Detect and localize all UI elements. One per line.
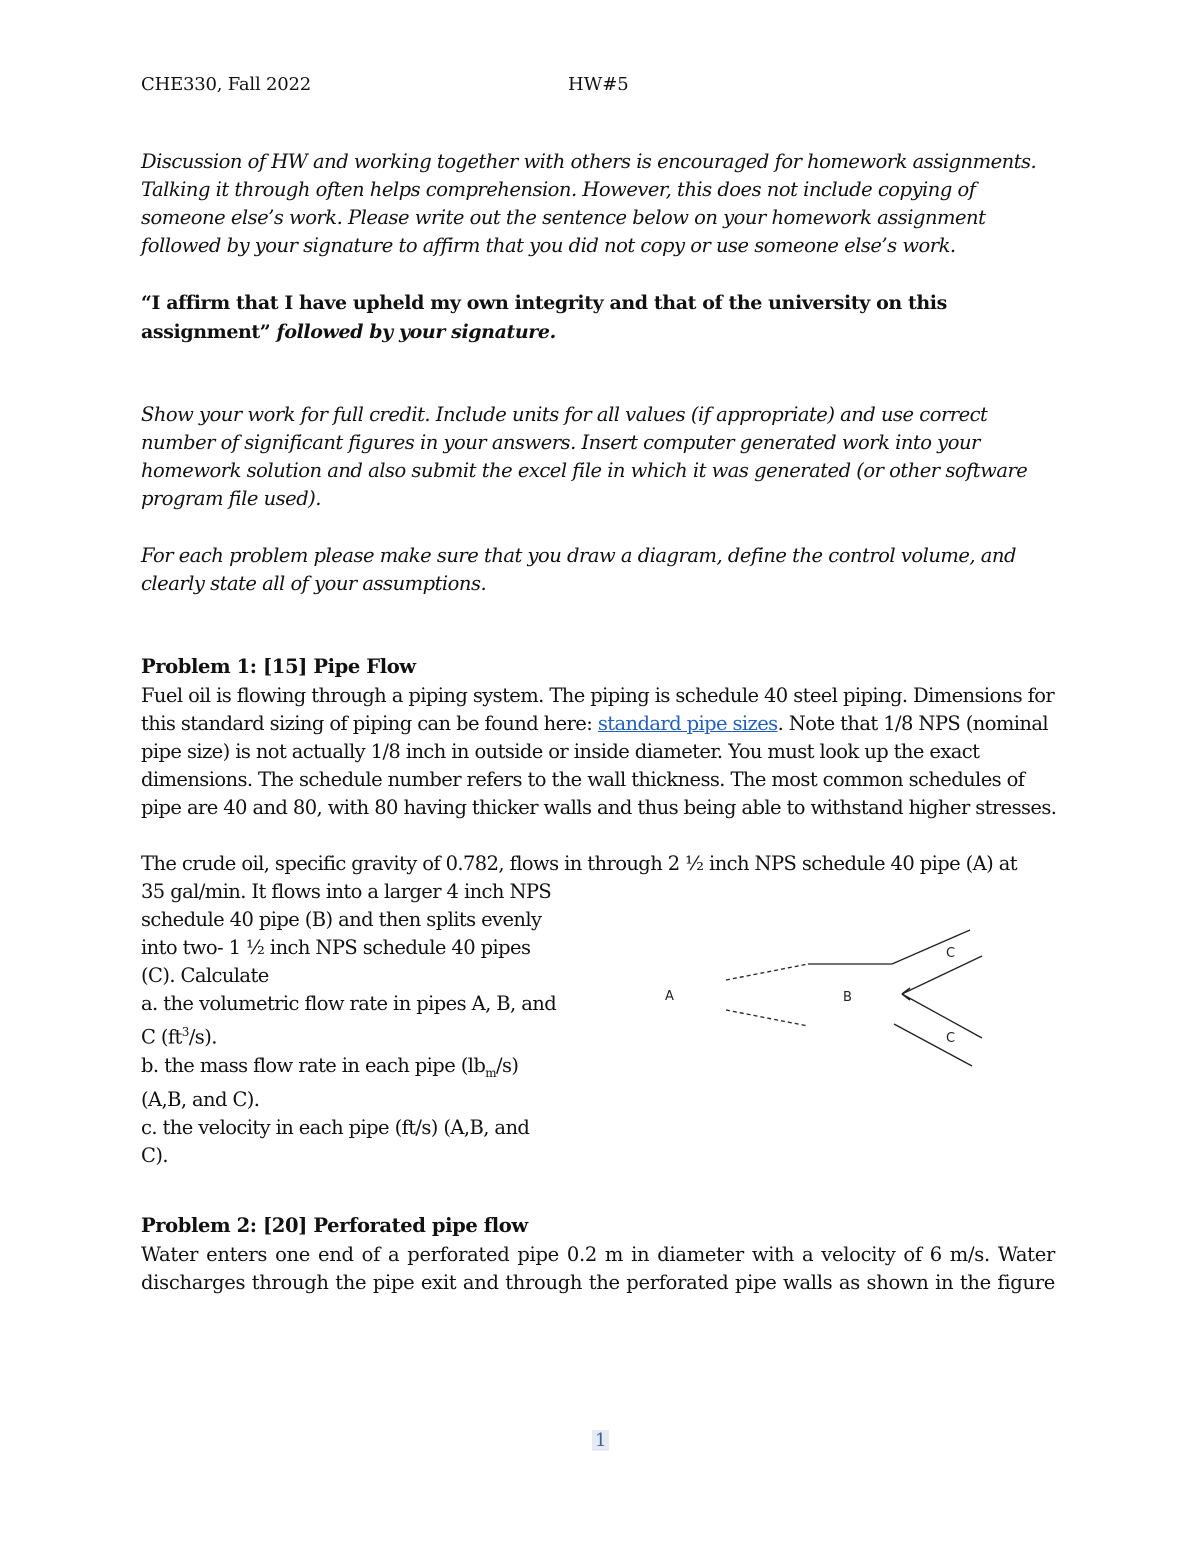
affirmation-signature-note: followed by your signature. <box>270 321 556 343</box>
question-line: schedule 40 pipe (B) and then splits evenly <box>141 908 542 931</box>
homework-number: HW#5 <box>568 74 629 95</box>
crude-oil-line: The crude oil, specific gravity of 0.782, flows in through 2 ½ inch NPS schedule 40 pipe (A) at <box>141 852 1018 875</box>
units-subscript: m <box>485 1065 497 1080</box>
units-text: C (ft <box>141 1025 182 1049</box>
question-b-line <box>141 1052 581 1087</box>
problem2-title: Problem 2: [20] Perforated pipe flow <box>141 1214 528 1237</box>
pipe-c2-outer-edge <box>894 1024 972 1066</box>
question-line: 35 gal/min. It flows into a larger 4 inch NPS <box>141 880 552 903</box>
problem1-questions <box>141 878 581 1170</box>
label-a: A <box>665 989 674 1004</box>
label-b: B <box>843 990 852 1005</box>
units-text: /s). <box>188 1025 217 1049</box>
pipe-a-bottom-edge <box>726 1010 808 1026</box>
problem1-title: Problem 1: [15] Pipe Flow <box>141 655 416 678</box>
pipe-a-top-edge <box>726 964 808 980</box>
standard-pipe-sizes-link[interactable]: standard pipe sizes <box>597 712 778 735</box>
label-c-upper: C <box>946 946 956 961</box>
pipe-c1-outer-edge <box>892 930 970 964</box>
question-a-units <box>141 1018 581 1052</box>
discussion-paragraph: Discussion of HW and working together with others is encouraged for homework assignments. Talking it through often helps comprehension. However, this does not include copying of someone else’s work. Please write out the sentence below on your homework assignment followed by your signature to affirm that you did not copy or use someone else’s work. <box>141 150 1037 257</box>
label-c-lower: C <box>946 1031 956 1046</box>
question-b-text: /s) <box>496 1053 519 1077</box>
pipe-c2-inner-edge <box>902 994 982 1038</box>
question-a-line: a. the volumetric flow rate in pipes A, B, and <box>141 992 557 1015</box>
question-b-line2: (A,B, and C). <box>141 1088 260 1112</box>
question-line: (C). Calculate <box>141 964 269 987</box>
units-superscript: 3 <box>181 1025 189 1039</box>
problem2-line1: Water enters one end of a perforated pipe 0.2 m in diameter with a velocity of 6 m/s. Water <box>141 1243 1055 1266</box>
problem2-line2: discharges through the pipe exit and through the perforated pipe walls as shown in the figure <box>141 1271 1055 1294</box>
show-work-paragraph: Show your work for full credit. Include units for all values (if appropriate) and use correct number of significant figures in your answers. Insert computer generated work into your homework solution and also submit the excel file in which it was generated (or other software program file used). <box>141 403 1028 510</box>
question-c-line2: C). <box>141 1144 168 1168</box>
pipe-diagram <box>630 920 1010 1080</box>
question-b-text: b. the mass flow rate in each pipe (lb <box>141 1053 486 1077</box>
course-header: CHE330, Fall 2022 <box>141 74 312 95</box>
problem1-text-after-link: . Note that 1/8 NPS (nominal pipe size) is not actually 1/8 inch in outside or inside diameter. You must look up the exact dimensions. The schedule number refers to the wall thickness. The most common schedules of pipe are 40 and 80, with 80 having thicker walls and thus being able to withstand higher stresses. <box>141 712 1057 819</box>
affirmation-statement <box>141 289 1041 347</box>
page-number: 1 <box>592 1430 609 1451</box>
question-c-line: c. the velocity in each pipe (ft/s) (A,B, and <box>141 1116 530 1140</box>
each-problem-paragraph: For each problem please make sure that you draw a diagram, define the control volume, and clearly state all of your assumptions. <box>141 544 1016 595</box>
problem1-text-before-link: Fuel oil is flowing through a piping system. The piping is schedule 40 steel piping. Dimensions for this standard sizing of piping can be found here: <box>141 684 1055 735</box>
problem1-description <box>141 682 1061 822</box>
affirmation-quote: “I affirm that I have upheld my own integrity and that of the university on this assignment” <box>141 292 947 343</box>
pipe-c1-inner-edge <box>902 956 982 994</box>
question-line: into two- 1 ½ inch NPS schedule 40 pipes <box>141 936 531 959</box>
